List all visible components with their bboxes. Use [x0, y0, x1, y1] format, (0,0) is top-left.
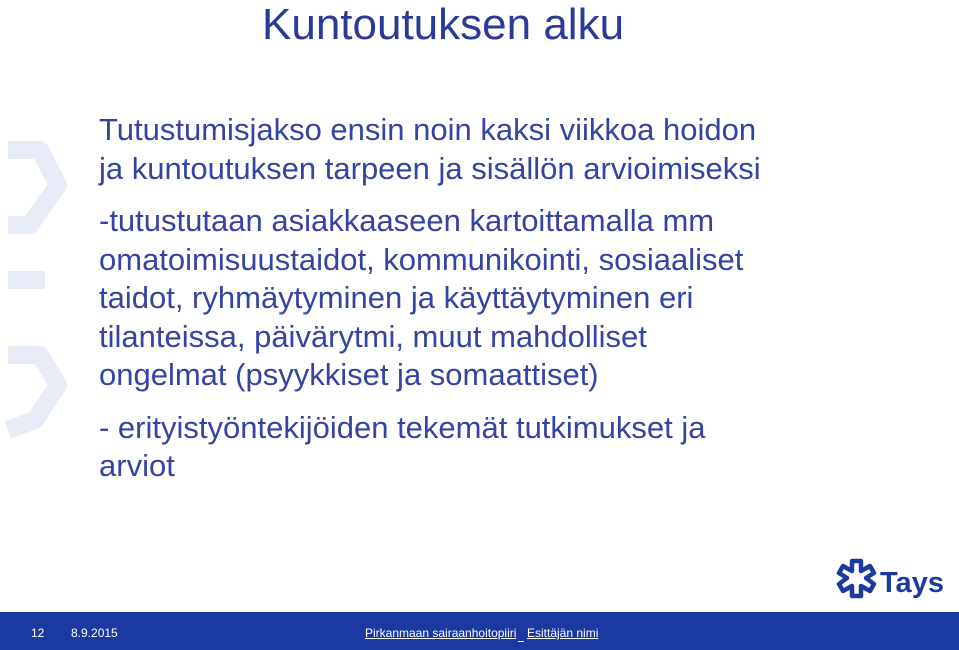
- text-line: -tutustutaan asiakkaaseen kartoittamalla mm: [99, 203, 715, 238]
- paragraph-2: [99, 202, 899, 395]
- text-line: ja kuntoutuksen tarpeen ja sisällön arvioimiseksi: [99, 150, 761, 186]
- page-number: 12: [31, 626, 45, 640]
- footer-date: 8.9.2015: [71, 626, 118, 640]
- slide-title: Kuntoutuksen alku: [262, 0, 625, 49]
- tays-star-of-life-icon: [839, 561, 874, 596]
- paragraph-1: [99, 111, 899, 188]
- paragraph-3: [99, 409, 899, 486]
- text-line: Tutustumisjakso ensin noin kaksi viikkoa hoidon: [99, 112, 757, 147]
- tays-watermark-icon: [0, 130, 70, 450]
- footer-presenter: Esittäjän nimi: [527, 626, 599, 640]
- text-line: taidot, ryhmäytyminen ja käyttäytyminen eri: [99, 280, 694, 315]
- tays-logo: [836, 558, 948, 604]
- slide-body: [99, 111, 899, 486]
- footer-organization: Pirkanmaan sairaanhoitopiiri: [365, 626, 517, 640]
- footer-separator: [518, 641, 524, 642]
- logo-text: Tays: [880, 567, 944, 599]
- text-line: omatoimisuustaidot, kommunikointi, sosiaaliset: [99, 241, 744, 277]
- text-line: - erityistyöntekijöiden tekemät tutkimukset ja: [99, 409, 706, 445]
- text-line: ongelmat (psyykkiset ja somaattiset): [99, 357, 599, 392]
- footer-bar: [0, 612, 959, 650]
- text-line: arviot: [99, 448, 175, 483]
- text-line: tilanteissa, päivärytmi, muut mahdolliset: [99, 318, 647, 354]
